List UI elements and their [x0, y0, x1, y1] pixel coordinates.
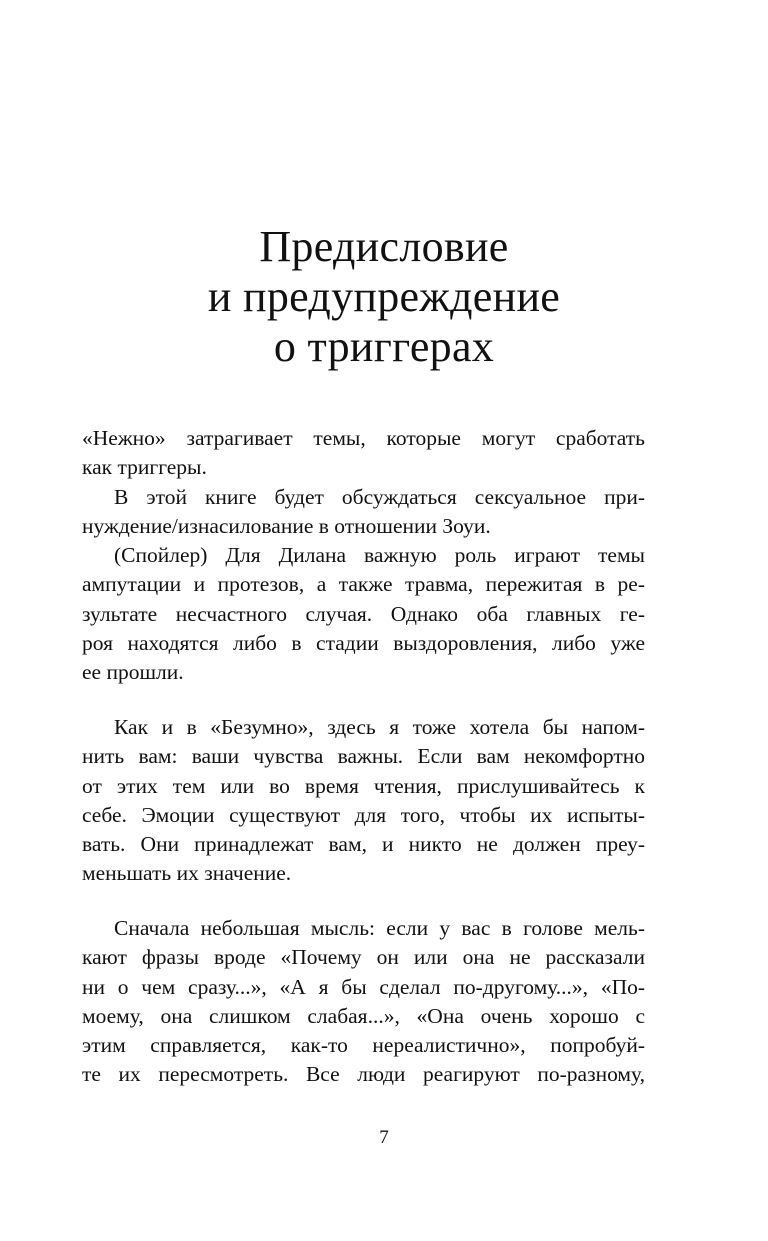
chapter-title-line-3: о триггерах: [273, 322, 495, 371]
text-line: В этой книге будет обсуждаться сексуальное при-: [114, 484, 645, 509]
text-line: меньшать их значение.: [82, 861, 292, 886]
text-line: Как и в «Безумно», здесь я тоже хотела бы напом-: [114, 715, 645, 739]
text-line: кают фразы вроде «Почему он или она не рассказали: [82, 945, 645, 970]
text-line: вать. Они принадлежат вам, и никто не должен преу-: [82, 832, 645, 857]
text-line: ни о чем сразу...», «А я бы сделал по-другому...», «По-: [82, 974, 645, 999]
paragraph-block-feelings: [82, 713, 645, 889]
chapter-title-line-1: Предисловие: [259, 222, 509, 271]
text-line: нуждение/изнасилование в отношении Зоуи.: [82, 513, 491, 538]
page-number: 7: [379, 1127, 389, 1148]
text-line: моему, она слишком слабая...», «Она очень хорошо с: [82, 1003, 645, 1028]
chapter-title-line-2: и предупреждение: [207, 272, 561, 321]
text-line: себе. Эмоции существуют для того, чтобы их испыты-: [82, 802, 645, 827]
paragraph-block-reactions: [82, 914, 645, 1090]
text-line: те их пересмотреть. Все люди реагируют по-разному,: [82, 1062, 645, 1087]
text-line: зультате несчастного случая. Однако оба главных ге-: [82, 601, 645, 626]
text-line: как триггеры.: [82, 455, 207, 480]
text-line: от этих тем или во время чтения, прислушивайтесь к: [82, 773, 645, 798]
text-line: этим справляется, как-то нереалистично», попробуй-: [82, 1033, 645, 1058]
text-line: Сначала небольшая мысль: если у вас в голове мель-: [114, 916, 645, 940]
text-line: нить вам: ваши чувства важны. Если вам некомфортно: [82, 744, 645, 769]
text-line: (Спойлер) Для Дилана важную роль играют темы: [114, 543, 645, 568]
text-line: ампутации и протезов, а также травма, пережитая в ре-: [82, 572, 645, 597]
paragraph-block-triggers: [82, 424, 645, 688]
chapter-title: [0, 222, 768, 372]
text-line: ее прошли.: [82, 660, 184, 685]
text-line: «Нежно» затрагивает темы, которые могут сработать: [82, 426, 645, 450]
text-line: роя находятся либо в стадии выздоровления, либо уже: [82, 631, 645, 656]
